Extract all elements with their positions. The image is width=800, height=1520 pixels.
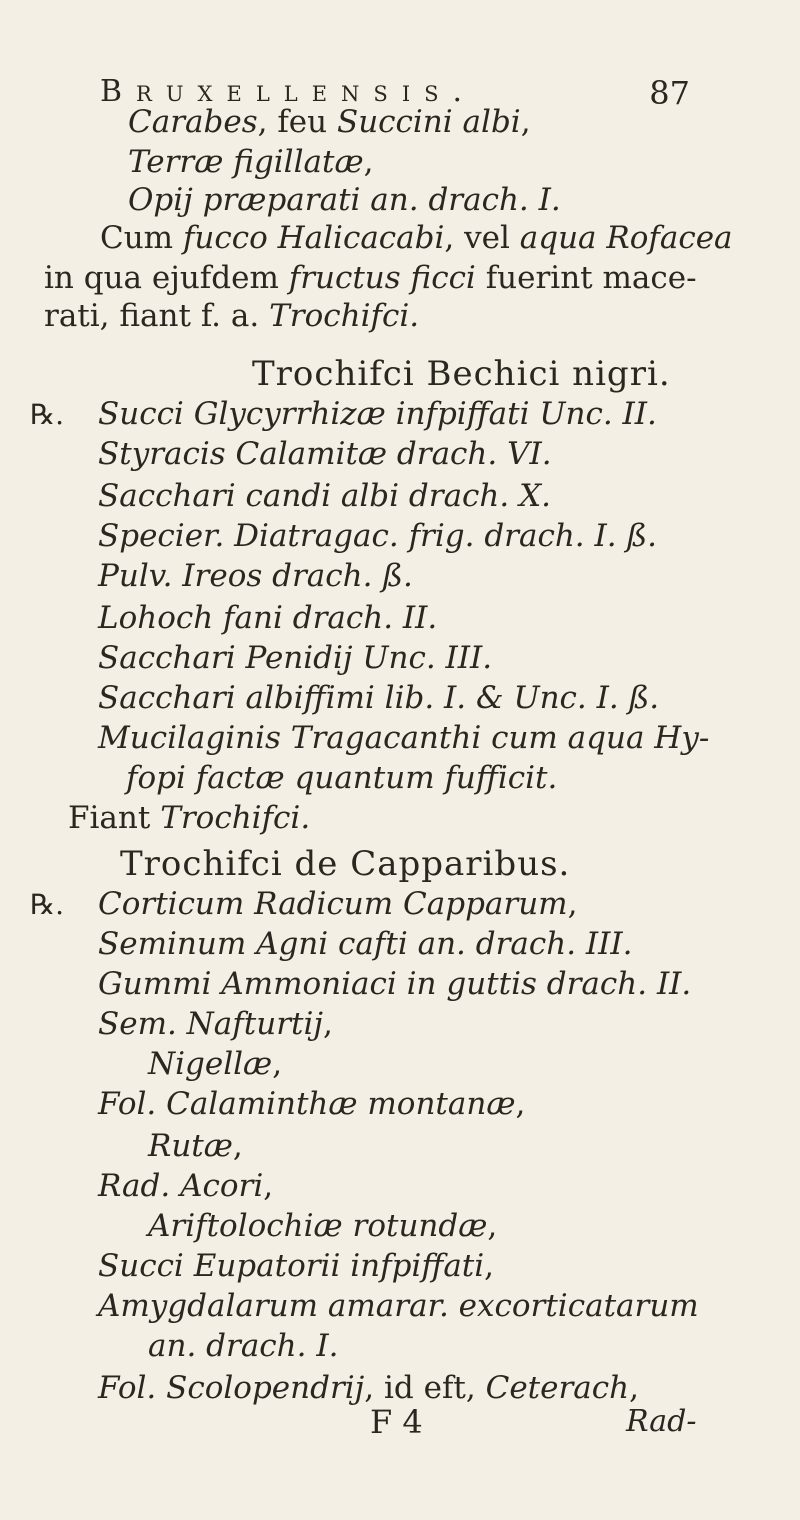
running-head: Bruxellensis.	[100, 74, 477, 109]
text-line: rati, fiant f. a. Trochifci.	[44, 298, 420, 334]
ingredient-line: Fol. Calaminthæ montanæ,	[98, 1086, 526, 1122]
ingredient-line: Nigellæ,	[148, 1046, 283, 1082]
recipe-icon: ℞.	[30, 398, 65, 431]
ingredient-line: Succi Eupatorii infpiffati,	[98, 1248, 495, 1284]
ingredient-line: Pulv. Ireos drach. ß.	[98, 558, 413, 594]
ingredient-line: Sacchari albiffimi lib. I. & Unc. I. ß.	[98, 680, 660, 716]
ingredient-line: Fol. Scolopendrij, id eft, Ceterach,	[98, 1370, 639, 1406]
ingredient-line: Mucilaginis Tragacanthi cum aqua Hy-	[98, 720, 710, 756]
ingredient-line: Gummi Ammoniaci in guttis drach. II.	[98, 966, 692, 1002]
text-line: in qua ejufdem fructus ficci fuerint mace-	[44, 260, 697, 296]
ingredient-line: Rutæ,	[148, 1128, 243, 1164]
ingredient-line: Specier. Diatragac. frig. drach. I. ß.	[98, 518, 658, 554]
recipe-icon: ℞.	[30, 888, 65, 921]
ingredient-line: Rad. Acori,	[98, 1168, 274, 1204]
text-line: Fiant Trochifci.	[68, 800, 311, 836]
ingredient-line: an. drach. I.	[148, 1328, 339, 1364]
ingredient-line: Sem. Nafturtij,	[98, 1006, 333, 1042]
ingredient-line: Ariftolochiæ rotundæ,	[148, 1208, 498, 1244]
ingredient-line: Succi Glycyrrhizæ infpiffati Unc. II.	[98, 396, 657, 432]
text-line: Opij præparati an. drach. I.	[128, 182, 561, 218]
text-line: Terræ figillatæ,	[128, 144, 374, 180]
text-line: Carabes, feu Succini albi,	[128, 104, 531, 140]
ingredient-line: Seminum Agni cafti an. drach. III.	[98, 926, 633, 962]
section-heading: Trochifci de Capparibus.	[120, 844, 571, 884]
text-line: Cum fucco Halicacabi, vel aqua Rofacea	[100, 220, 733, 256]
ingredient-line: Corticum Radicum Capparum,	[98, 886, 578, 922]
ingredient-line: fopi factæ quantum fufficit.	[126, 760, 558, 796]
catchword: Rad-	[626, 1404, 697, 1439]
ingredient-line: Sacchari Penidij Unc. III.	[98, 640, 493, 676]
ingredient-line: Styracis Calamitæ drach. VI.	[98, 436, 552, 472]
signature-mark: F 4	[370, 1403, 423, 1441]
ingredient-line: Sacchari candi albi drach. X.	[98, 478, 552, 514]
ingredient-line: Amygdalarum amarar. excorticatarum	[98, 1288, 699, 1324]
ingredient-line: Lohoch fani drach. II.	[98, 600, 438, 636]
section-heading: Trochifci Bechici nigri.	[252, 354, 671, 394]
page-number: 87	[649, 74, 690, 112]
